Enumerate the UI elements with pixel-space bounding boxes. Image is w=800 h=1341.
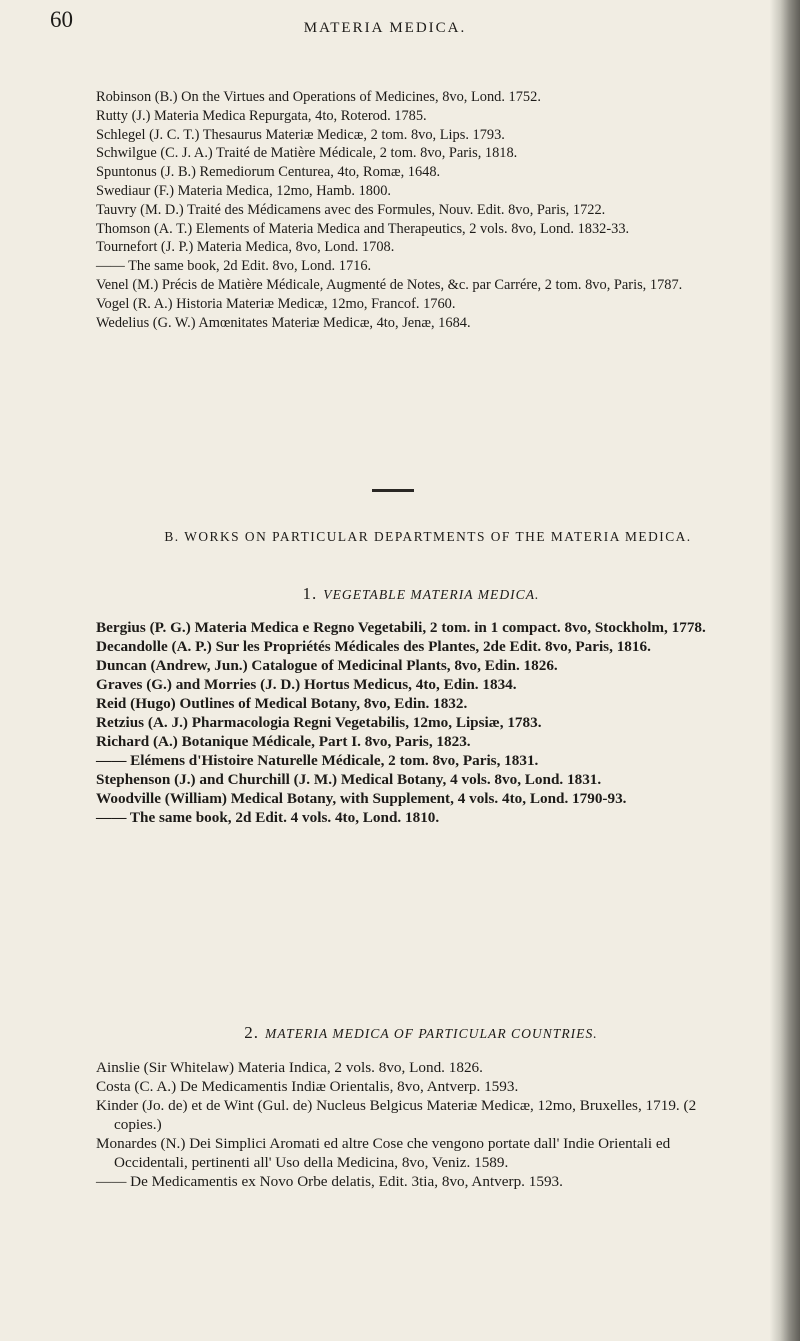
subsection-number: 2. <box>244 1023 260 1042</box>
bib-entry: —— The same book, 2d Edit. 8vo, Lond. 1716. <box>96 258 372 275</box>
page-number: 60 <box>50 7 73 32</box>
subsection-number: 1. <box>302 584 318 603</box>
general-works-list <box>96 88 746 332</box>
subsection-heading-particular-countries <box>96 1023 746 1043</box>
bib-entry: Graves (G.) and Morries (J. D.) Hortus Medicus, 4to, Edin. 1834. <box>96 676 517 693</box>
countries-works-list <box>96 1058 746 1191</box>
bib-entry: Bergius (P. G.) Materia Medica e Regno Vegetabili, 2 tom. in 1 compact. 8vo, Stockholm, 1778. <box>96 619 706 636</box>
subsection-title: MATERIA MEDICA OF PARTICULAR COUNTRIES. <box>265 1026 598 1041</box>
bib-entry: Kinder (Jo. de) et de Wint (Gul. de) Nucleus Belgicus Materiæ Medicæ, 12mo, Bruxelles, 1719. (2 copies.) <box>96 1097 697 1133</box>
subsection-heading-vegetable <box>96 584 746 604</box>
bib-entry: —— The same book, 2d Edit. 4 vols. 4to, Lond. 1810. <box>96 809 440 826</box>
bib-entry: Duncan (Andrew, Jun.) Catalogue of Medicinal Plants, 8vo, Edin. 1826. <box>96 657 558 674</box>
running-head: MATERIA MEDICA. <box>303 20 467 36</box>
bib-entry: Costa (C. A.) De Medicamentis Indiæ Orientalis, 8vo, Antverp. 1593. <box>96 1078 519 1095</box>
vegetable-works-list <box>96 618 746 827</box>
bib-entry: Thomson (A. T.) Elements of Materia Medica and Therapeutics, 2 vols. 8vo, Lond. 1832-33. <box>96 220 630 237</box>
bib-entry: Robinson (B.) On the Virtues and Operations of Medicines, 8vo, Lond. 1752. <box>96 89 541 105</box>
bib-entry: —— Elémens d'Histoire Naturelle Médicale, 2 tom. 8vo, Paris, 1831. <box>96 752 539 769</box>
bib-entry: Woodville (William) Medical Botany, with Supplement, 4 vols. 4to, Lond. 1790-93. <box>96 790 627 807</box>
bib-entry: Venel (M.) Précis de Matière Médicale, Augmenté de Notes, &c. par Carrére, 2 tom. 8vo, Paris, 1787. <box>96 276 683 293</box>
bib-entry: Retzius (A. J.) Pharmacologia Regni Vegetabilis, 12mo, Lipsiæ, 1783. <box>96 714 542 731</box>
bib-entry: Tournefort (J. P.) Materia Medica, 8vo, Lond. 1708. <box>96 239 395 256</box>
bib-entry: Monardes (N.) Dei Simplici Aromati ed altre Cose che vengono portate dall' Indie Orientali ed Occidentali, pertinenti all' Uso della Medicina, 8vo, Veniz. 1589. <box>96 1135 671 1171</box>
bib-entry: Wedelius (G. W.) Amœnitates Materiæ Medicæ, 4to, Jenæ, 1684. <box>96 314 471 331</box>
bib-entry: Ainslie (Sir Whitelaw) Materia Indica, 2 vols. 8vo, Lond. 1826. <box>96 1059 483 1076</box>
bib-entry: Schlegel (J. C. T.) Thesaurus Materiæ Medicæ, 2 tom. 8vo, Lips. 1793. <box>96 126 505 143</box>
book-binding-edge <box>770 0 800 1341</box>
bib-entry: Swediaur (F.) Materia Medica, 12mo, Hamb. 1800. <box>96 182 391 199</box>
bib-entry: Stephenson (J.) and Churchill (J. M.) Medical Botany, 4 vols. 8vo, Lond. 1831. <box>96 771 602 788</box>
bib-entry: Schwilgue (C. J. A.) Traité de Matière Médicale, 2 tom. 8vo, Paris, 1818. <box>96 145 518 162</box>
section-divider <box>372 489 414 492</box>
bib-entry: —— De Medicamentis ex Novo Orbe delatis, Edit. 3tia, 8vo, Antverp. 1593. <box>96 1173 563 1190</box>
subsection-title: VEGETABLE MATERIA MEDICA. <box>323 587 540 602</box>
bib-entry: Rutty (J.) Materia Medica Repurgata, 4to, Roterod. 1785. <box>96 107 427 124</box>
bib-entry: Reid (Hugo) Outlines of Medical Botany, 8vo, Edin. 1832. <box>96 695 468 712</box>
section-heading-particular-departments: B. WORKS ON PARTICULAR DEPARTMENTS OF THE MATERIA MEDICA. <box>164 529 692 544</box>
bib-entry: Richard (A.) Botanique Médicale, Part I. 8vo, Paris, 1823. <box>96 733 471 750</box>
bib-entry: Vogel (R. A.) Historia Materiæ Medicæ, 12mo, Francof. 1760. <box>96 295 456 312</box>
bib-entry: Spuntonus (J. B.) Remediorum Centurea, 4to, Romæ, 1648. <box>96 164 441 181</box>
bib-entry: Tauvry (M. D.) Traité des Médicamens avec des Formules, Nouv. Edit. 8vo, Paris, 1722. <box>96 201 606 218</box>
bib-entry: Decandolle (A. P.) Sur les Propriétés Médicales des Plantes, 2de Edit. 8vo, Paris, 1816. <box>96 638 651 655</box>
